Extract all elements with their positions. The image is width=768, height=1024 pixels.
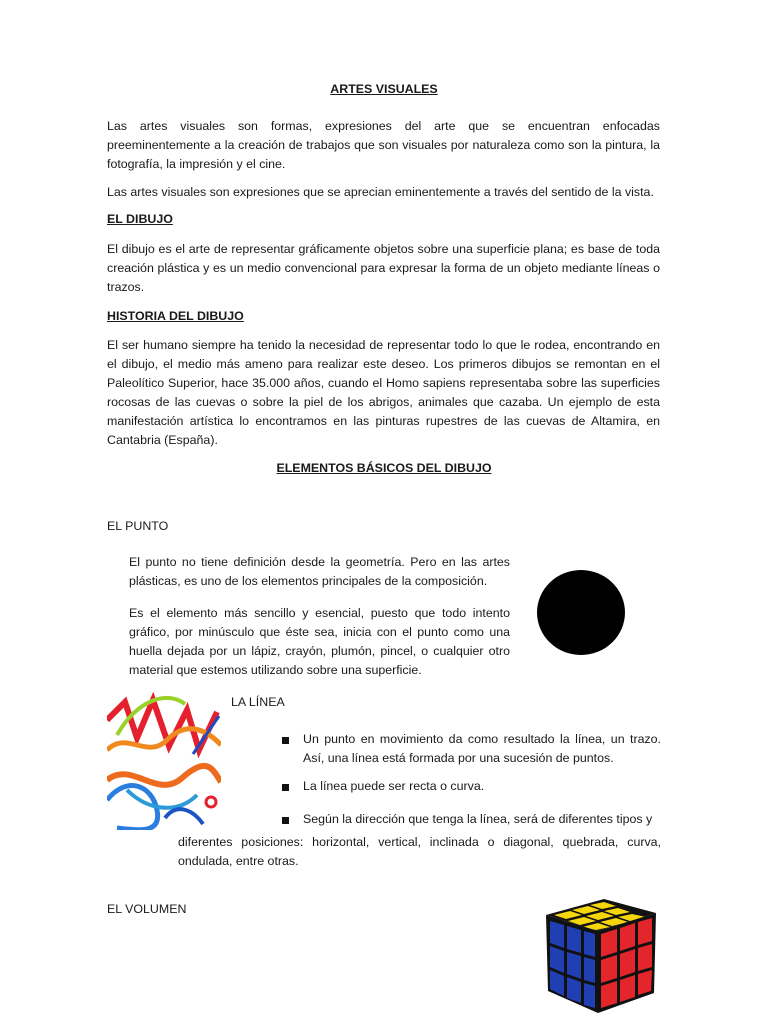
linea-bullet-3-rest: diferentes posiciones: horizontal, vertical, inclinada o diagonal, quebrada, curva, ondulada, entre otras. xyxy=(178,835,661,868)
intro-paragraph-2: Las artes visuales son expresiones que se aprecian eminentemente a través del sentido de la vista. xyxy=(107,185,654,199)
intro-paragraph-1: Las artes visuales son formas, expresiones del arte que se encuentran enfocadas preeminentemente a la creación de trabajos que son visuales por naturaleza como son la pintura, la fotografía, la impresión y el cine. xyxy=(107,119,660,171)
square-bullet-icon xyxy=(282,817,289,824)
historia-paragraph: El ser humano siempre ha tenido la necesidad de representar todo lo que le rodea, encontrando en el dibujo, el medio más ameno para realizar este deseo. Los primeros dibujos se remontan en el Paleolítico Superior, hace 35.000 años, cuando el Homo sapiens representaba sobre las superficies rocosas de las cuevas o sobre la piel de los abrigos, animales que cazaba. Un ejemplo de esta manifestación artística lo encontramos en las pinturas rupestres de las cuevas de Altamira, en Cantabria (España). xyxy=(107,338,660,447)
dibujo-paragraph: El dibujo es el arte de representar gráficamente objetos sobre una superficie plana; es base de toda creación plástica y es un medio convencional para expresar la forma de un objeto mediante líneas o trazos. xyxy=(107,242,660,294)
punto-bullet-1: El punto no tiene definición desde la geometría. Pero en las artes plásticas, es uno de los elementos principales de la composición. xyxy=(129,555,510,588)
colorful-lines-image xyxy=(107,690,221,830)
punto-heading: EL PUNTO xyxy=(107,519,169,533)
elementos-heading: ELEMENTOS BÁSICOS DEL DIBUJO xyxy=(276,461,492,475)
volumen-heading: EL VOLUMEN xyxy=(107,902,187,916)
square-bullet-icon xyxy=(282,784,289,791)
historia-heading: HISTORIA DEL DIBUJO xyxy=(107,309,244,323)
punto-bullet-2: Es el elemento más sencillo y esencial, puesto que todo intento gráfico, por minúsculo que éste sea, inicia con el punto como una huella dejada por un lápiz, crayón, plumón, pincel, o cualquier otro material que estemos utilizando sobre una superficie. xyxy=(129,606,510,677)
linea-bullet-3-first: Según la dirección que tenga la línea, será de diferentes tipos y xyxy=(303,812,653,826)
square-bullet-icon xyxy=(282,737,289,744)
linea-bullet-1: Un punto en movimiento da como resultado la línea, un trazo. Así, una línea está formada por una sucesión de puntos. xyxy=(303,732,661,765)
linea-bullet-2: La línea puede ser recta o curva. xyxy=(303,779,485,793)
rubik-cube-image xyxy=(538,893,662,1017)
page-title: ARTES VISUALES xyxy=(330,82,438,96)
dibujo-heading: EL DIBUJO xyxy=(107,212,173,226)
linea-heading: LA LÍNEA xyxy=(231,695,285,709)
black-dot-image xyxy=(537,570,625,655)
